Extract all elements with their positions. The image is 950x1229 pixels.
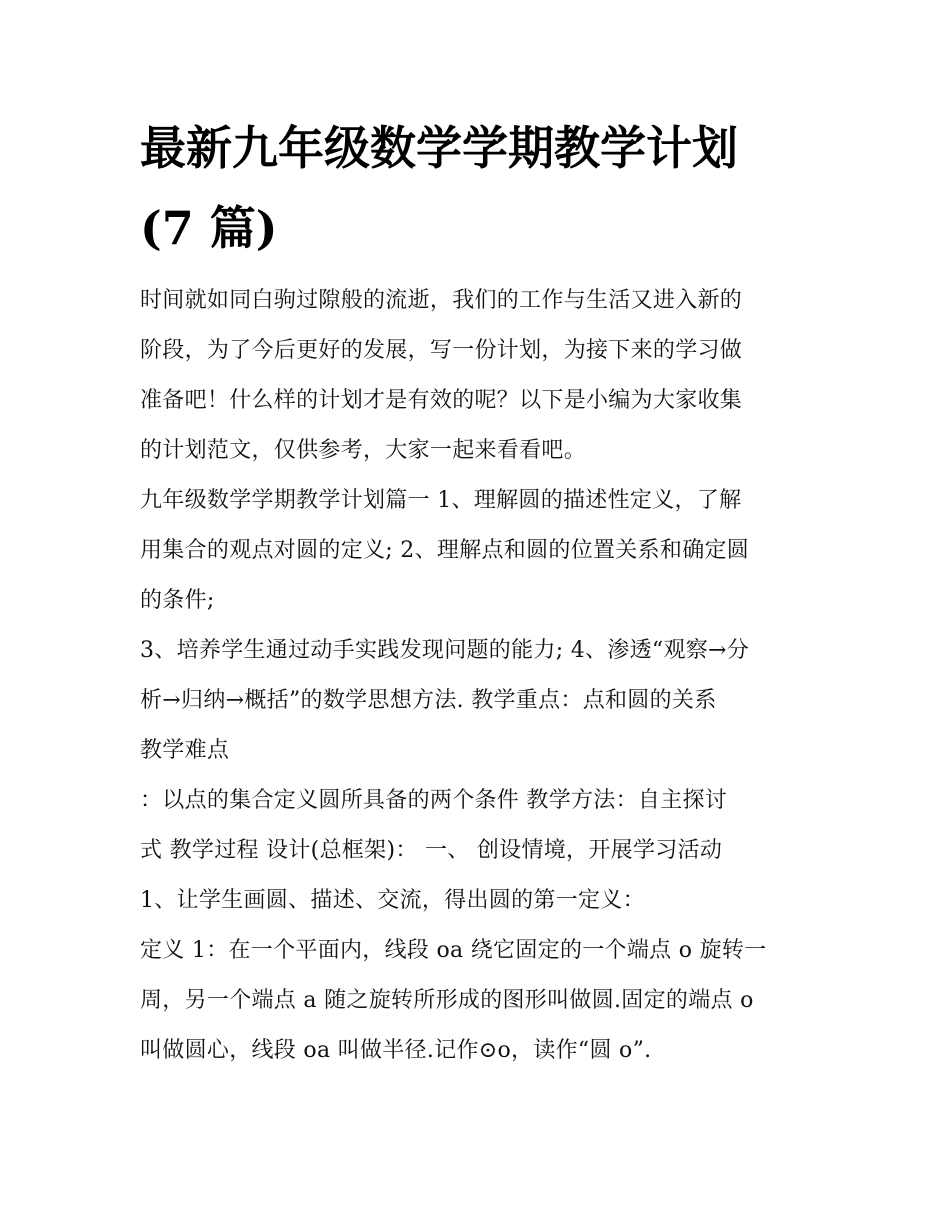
body-text-line: 的计划范文，仅供参考，大家一起来看看吧。 bbox=[140, 438, 587, 463]
body-text-line: 周，另一个端点 a 随之旋转所形成的图形叫做圆.固定的端点 o bbox=[140, 988, 754, 1013]
body-text-line: 阶段，为了今后更好的发展，写一份计划，为接下来的学习做 bbox=[140, 338, 743, 363]
body-text-line: 准备吧！什么样的计划才是有效的呢？以下是小编为大家收集 bbox=[140, 388, 743, 413]
body-text-line: 九年级数学学期教学计划篇一 1、理解圆的描述性定义，了解 bbox=[140, 488, 742, 513]
body-text-line: 叫做圆心，线段 oa 叫做半径.记作⊙o，读作“圆 o”. bbox=[140, 1038, 652, 1063]
body-text-line: 定义 1：在一个平面内，线段 oa 绕它固定的一个端点 o 旋转一 bbox=[140, 938, 767, 963]
body-text-line: 的条件; bbox=[140, 588, 215, 613]
body-text-line: 析→归纳→概括”的数学思想方法. 教学重点：点和圆的关系 bbox=[140, 688, 717, 713]
body-text-line: 3、培养学生通过动手实践发现问题的能力; 4、渗透“观察→分 bbox=[140, 638, 750, 663]
document-title-line-1: 最新九年级数学学期教学计划 bbox=[140, 121, 738, 175]
body-text-line: 教学难点 bbox=[140, 738, 230, 763]
body-text-line: 1、让学生画圆、描述、交流，得出圆的第一定义： bbox=[140, 888, 645, 913]
body-text-line: 用集合的观点对圆的定义; 2、理解点和圆的位置关系和确定圆 bbox=[140, 538, 750, 563]
body-text-line: 式 教学过程 设计(总框架)： 一、 创设情境，开展学习活动 bbox=[140, 838, 723, 863]
document-title-line-2: (7 篇) bbox=[140, 201, 278, 255]
body-text-line: 时间就如同白驹过隙般的流逝，我们的工作与生活又进入新的 bbox=[140, 288, 743, 313]
body-text-line: ：以点的集合定义圆所具备的两个条件 教学方法：自主探讨 bbox=[140, 788, 728, 813]
